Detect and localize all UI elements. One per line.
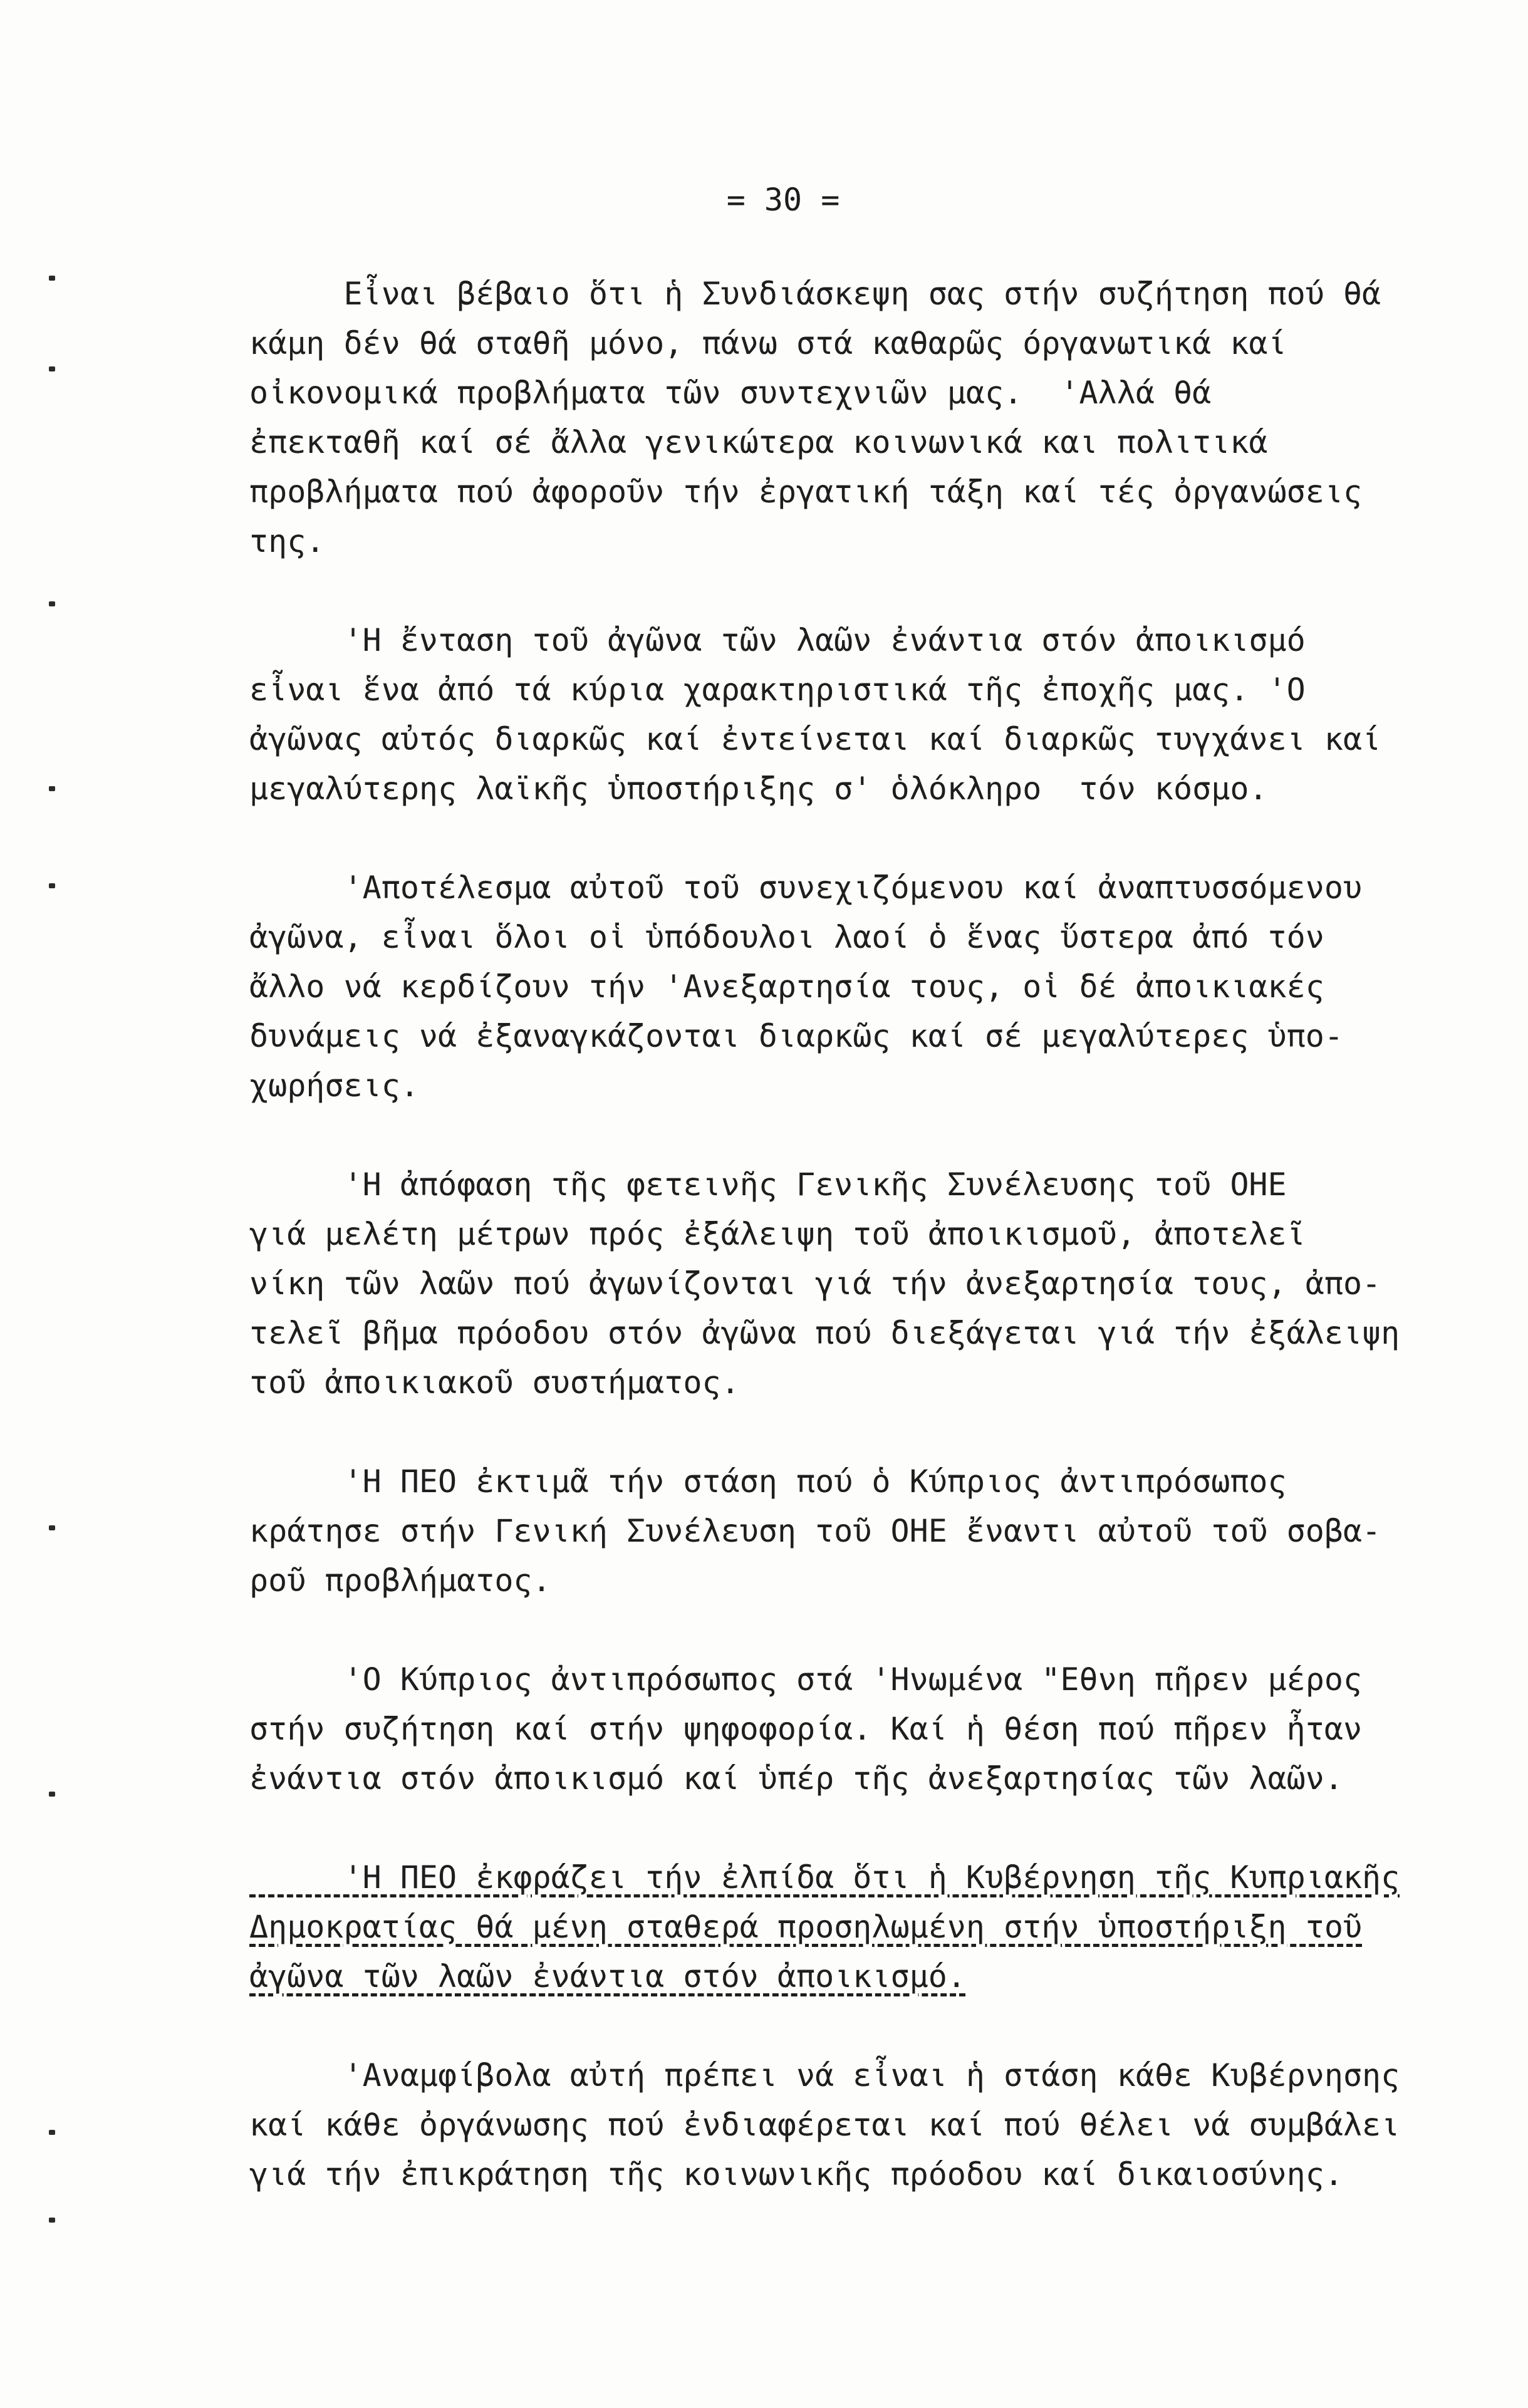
text-line: 'Ο Κύπριος ἀντιπρόσωπος στά 'Ηνωμένα "Εθνη πῆρεν μέρος <box>249 1661 1363 1698</box>
paragraph <box>249 1655 1440 1803</box>
text-line: 'Η ἔνταση τοῦ ἀγῶνα τῶν λαῶν ἐνάντια στόν ἀποικισμό <box>249 622 1306 658</box>
text-line: 'Αποτέλεσμα αὐτοῦ τοῦ συνεχιζόμενου καί ἀναπτυσσόμενου <box>249 869 1363 906</box>
paragraph <box>249 1853 1440 2001</box>
text-line: ἄλλο νά κερδίζουν τήν 'Ανεξαρτησία τους, οἱ δέ ἀποικιακές <box>249 968 1324 1005</box>
margin-mark <box>49 1525 55 1530</box>
text-line: τοῦ ἀποικιακοῦ συστήματος. <box>249 1364 740 1401</box>
margin-mark <box>49 2130 55 2135</box>
page-number: = 30 = <box>726 182 840 218</box>
text-line: της. <box>249 523 325 559</box>
text-line: Δημοκρατίας θά μένη σταθερά προσηλωμένη στήν ὑποστήριξη τοῦ <box>249 1909 1363 1945</box>
text-line: δυνάμεις νά ἐξαναγκάζονται διαρκῶς καί σέ μεγαλύτερες ὑπο- <box>249 1018 1343 1054</box>
margin-mark <box>49 2218 55 2223</box>
text-line: στήν συζήτηση καί στήν ψηφοφορία. Καί ἡ θέση πού πῆρεν ἦταν <box>249 1711 1363 1747</box>
document-body <box>249 269 1440 2249</box>
text-line: ἀγῶνας αὐτός διαρκῶς καί ἐντείνεται καί διαρκῶς τυγχάνει καί <box>249 721 1381 757</box>
text-line: ἀγῶνα, εἶναι ὅλοι οἱ ὑπόδουλοι λαοί ὁ ἕνας ὕστερα ἀπό τόν <box>249 919 1324 955</box>
text-line: οἰκονομικά προβλήματα τῶν συντεχνιῶν μας. 'Αλλά θά <box>249 375 1212 411</box>
paragraph <box>249 863 1440 1111</box>
margin-mark <box>49 366 55 371</box>
text-line: 'Αναμφίβολα αὐτή πρέπει νά εἶναι ἡ στάση κάθε Κυβέρνησης <box>249 2057 1400 2094</box>
margin-mark <box>49 601 55 606</box>
text-line: χωρήσεις. <box>249 1067 419 1104</box>
margin-mark <box>49 883 55 888</box>
text-line: προβλήματα πού ἀφοροῦν τήν ἐργατική τάξη καί τές ὀργανώσεις <box>249 474 1363 510</box>
text-line: 'Η ΠΕΟ ἐκφράζει τήν ἐλπίδα ὅτι ἡ Κυβέρνηση τῆς Κυπριακῆς <box>249 1859 1400 1896</box>
text-line: μεγαλύτερης λαϊκῆς ὑποστήριξης σ' ὁλόκληρο τόν κόσμο. <box>249 771 1268 807</box>
text-line: ἐπεκταθῆ καί σέ ἄλλα γενικώτερα κοινωνικά και πολιτικά <box>249 424 1268 460</box>
text-line: 'Η ΠΕΟ ἐκτιμᾶ τήν στάση πού ὁ Κύπριος ἀντιπρόσωπος <box>249 1463 1287 1500</box>
text-line: κράτησε στήν Γενική Συνέλευση τοῦ ΟΗΕ ἔναντι αὐτοῦ τοῦ σοβα- <box>249 1513 1381 1549</box>
paragraph <box>249 2051 1440 2199</box>
text-line: καί κάθε ὀργάνωσης πού ἐνδιαφέρεται καί πού θέλει νά συμβάλει <box>249 2107 1400 2143</box>
margin-mark <box>49 1792 55 1797</box>
margin-mark <box>49 276 55 281</box>
paragraph <box>249 269 1440 566</box>
text-line: 'Η ἀπόφαση τῆς φετεινῆς Γενικῆς Συνέλευσης τοῦ ΟΗΕ <box>249 1166 1287 1203</box>
text-line: ροῦ προβλήματος. <box>249 1562 551 1599</box>
text-line: τελεῖ βῆμα πρόοδου στόν ἀγῶνα πού διεξάγεται γιά τήν ἐξάλειψη <box>249 1315 1400 1351</box>
text-line: γιά τήν ἐπικράτηση τῆς κοινωνικῆς πρόοδου καί δικαιοσύνης. <box>249 2156 1343 2193</box>
text-line: ἐνάντια στόν ἀποικισμό καί ὑπέρ τῆς ἀνεξαρτησίας τῶν λαῶν. <box>249 1760 1343 1797</box>
text-line: Εἶναι βέβαιο ὅτι ἡ Συνδιάσκεψη σας στήν συζήτηση πού θά <box>249 276 1381 312</box>
paragraph <box>249 616 1440 814</box>
margin-mark <box>49 786 55 791</box>
paragraph <box>249 1160 1440 1408</box>
text-line: γιά μελέτη μέτρων πρός ἐξάλειψη τοῦ ἀποικισμοῦ, ἀποτελεῖ <box>249 1216 1306 1252</box>
text-line: νίκη τῶν λαῶν πού ἀγωνίζονται γιά τήν ἀνεξαρτησία τους, ἀπο- <box>249 1265 1381 1302</box>
text-line: κάμη δέν θά σταθῆ μόνο, πάνω στά καθαρῶς όργανωτικά καί <box>249 325 1287 361</box>
paragraph <box>249 1457 1440 1606</box>
text-line: ἀγῶνα τῶν λαῶν ἐνάντια στόν ἀποικισμό. <box>249 1958 966 1995</box>
text-line: εἶναι ἕνα ἀπό τά κύρια χαρακτηριστικά τῆς ἐποχῆς μας. 'Ο <box>249 672 1306 708</box>
